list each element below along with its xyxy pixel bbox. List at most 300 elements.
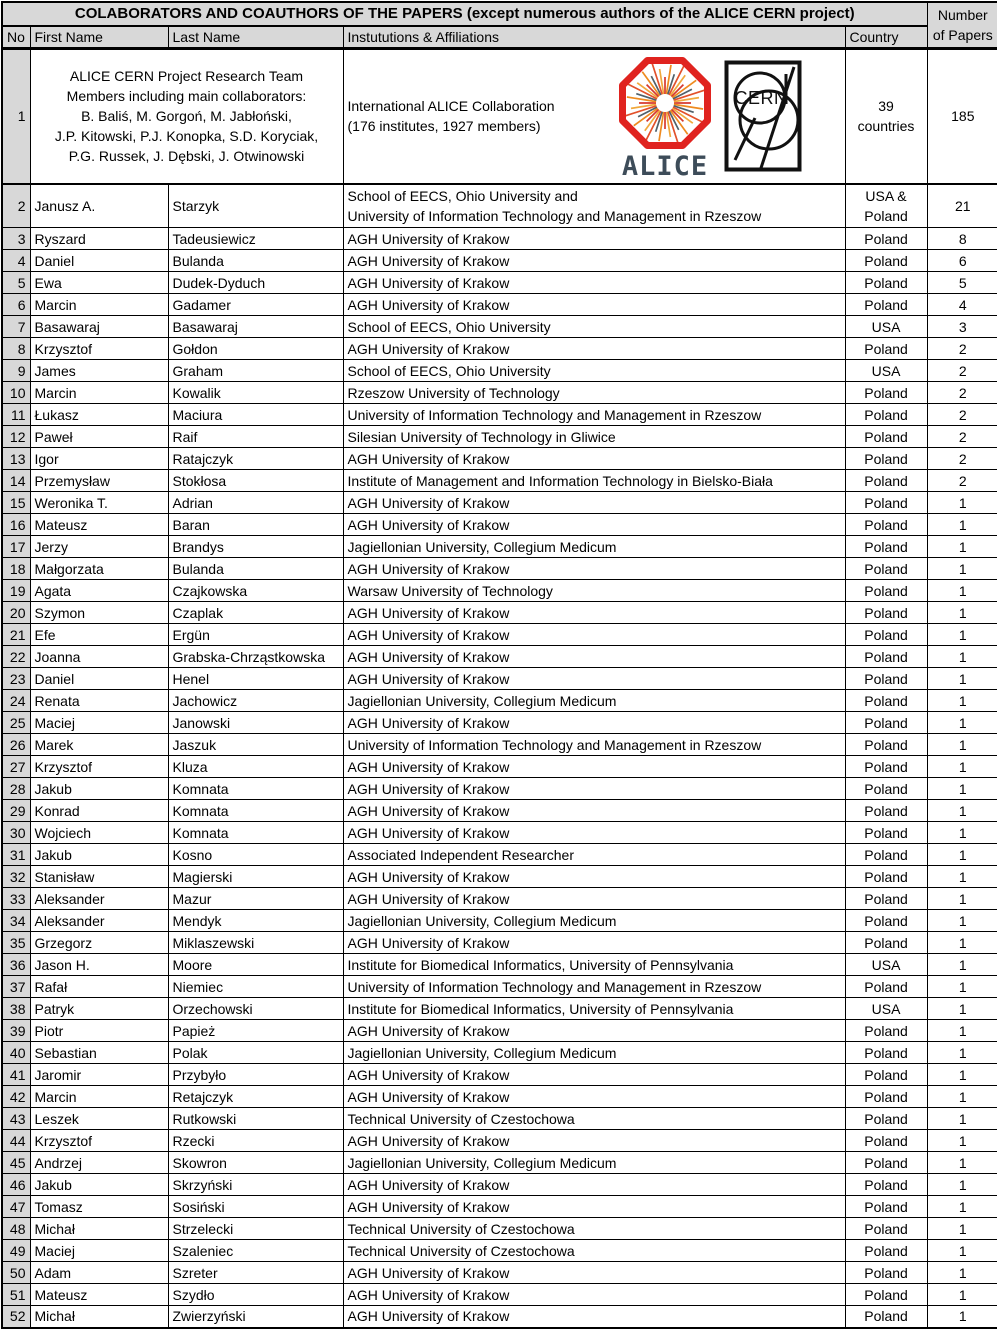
cell-no: 21 bbox=[2, 624, 30, 646]
cell-last-name: Bulanda bbox=[168, 558, 343, 580]
alice-logo-label: ALICE bbox=[621, 151, 708, 180]
cell-papers: 1 bbox=[927, 690, 997, 712]
cell-papers: 2 bbox=[927, 404, 997, 426]
cell-country: Poland bbox=[845, 646, 927, 668]
cell-country: Poland bbox=[845, 338, 927, 360]
cell-country: Poland bbox=[845, 624, 927, 646]
cell-last-name: Zwierzyński bbox=[168, 1306, 343, 1328]
table-row bbox=[2, 712, 997, 734]
cell-country: Poland bbox=[845, 932, 927, 954]
table-row bbox=[2, 228, 997, 250]
cell-affiliation: AGH University of Krakow bbox=[343, 778, 845, 800]
cell-last-name: Jaszuk bbox=[168, 734, 343, 756]
cell-first-name: Jakub bbox=[30, 778, 168, 800]
cell-no: 11 bbox=[2, 404, 30, 426]
table-row bbox=[2, 184, 997, 228]
cell-last-name: Mazur bbox=[168, 888, 343, 910]
cell-first-name: Krzysztof bbox=[30, 756, 168, 778]
table-row bbox=[2, 294, 997, 316]
cell-country: Poland bbox=[845, 294, 927, 316]
cell-papers: 1 bbox=[927, 1284, 997, 1306]
table-row bbox=[2, 998, 997, 1020]
table-row bbox=[2, 1152, 997, 1174]
cell-country: Poland bbox=[845, 844, 927, 866]
cell-first-name: Leszek bbox=[30, 1108, 168, 1130]
cell-first-name: Marek bbox=[30, 734, 168, 756]
cell-papers: 2 bbox=[927, 426, 997, 448]
cell-papers: 1 bbox=[927, 976, 997, 998]
table-row bbox=[2, 338, 997, 360]
cell-first-name: Paweł bbox=[30, 426, 168, 448]
cell-last-name: Adrian bbox=[168, 492, 343, 514]
cell-country: Poland bbox=[845, 712, 927, 734]
cell-affiliation: AGH University of Krakow bbox=[343, 514, 845, 536]
cell-first-name: Aleksander bbox=[30, 888, 168, 910]
cell-papers: 1 bbox=[927, 1108, 997, 1130]
table-row bbox=[2, 316, 997, 338]
cell-affiliation: Jagiellonian University, Collegium Medicum bbox=[343, 536, 845, 558]
cell-affiliation: AGH University of Krakow bbox=[343, 1196, 845, 1218]
cell-country: Poland bbox=[845, 1284, 927, 1306]
papers-header-line2: of Papers bbox=[932, 27, 993, 43]
cell-first-name: Andrzej bbox=[30, 1152, 168, 1174]
cell-country: Poland bbox=[845, 382, 927, 404]
cell-affiliation: Institute for Biomedical Informatics, University of Pennsylvania bbox=[343, 954, 845, 976]
cell-last-name: Czaplak bbox=[168, 602, 343, 624]
table-row bbox=[2, 690, 997, 712]
cell-country: Poland bbox=[845, 514, 927, 536]
cell-country: Poland bbox=[845, 1020, 927, 1042]
cell-last-name: Mendyk bbox=[168, 910, 343, 932]
cell-no: 13 bbox=[2, 448, 30, 470]
cell-no: 15 bbox=[2, 492, 30, 514]
cell-no: 1 bbox=[2, 49, 30, 184]
title-row bbox=[2, 2, 997, 26]
cell-affiliation: AGH University of Krakow bbox=[343, 1306, 845, 1328]
cell-country: Poland bbox=[845, 690, 927, 712]
cell-affiliation: AGH University of Krakow bbox=[343, 250, 845, 272]
cell-papers: 1 bbox=[927, 778, 997, 800]
table-row bbox=[2, 1108, 997, 1130]
cell-no: 38 bbox=[2, 998, 30, 1020]
table-row bbox=[2, 580, 997, 602]
cell-country: Poland bbox=[845, 822, 927, 844]
table-row bbox=[2, 514, 997, 536]
cell-last-name: Jachowicz bbox=[168, 690, 343, 712]
cell-first-name: Agata bbox=[30, 580, 168, 602]
table-row bbox=[2, 932, 997, 954]
cell-first-name: Krzysztof bbox=[30, 1130, 168, 1152]
cell-affiliation: AGH University of Krakow bbox=[343, 932, 845, 954]
cell-affiliation: AGH University of Krakow bbox=[343, 558, 845, 580]
cell-papers: 1 bbox=[927, 514, 997, 536]
cell-affiliation: AGH University of Krakow bbox=[343, 1174, 845, 1196]
cell-first-name: Basawaraj bbox=[30, 316, 168, 338]
cell-country: Poland bbox=[845, 558, 927, 580]
cell-no: 10 bbox=[2, 382, 30, 404]
cell-papers: 1 bbox=[927, 580, 997, 602]
table-row bbox=[2, 976, 997, 998]
cell-papers: 1 bbox=[927, 1262, 997, 1284]
cell-country: USA bbox=[845, 360, 927, 382]
cell-affiliation bbox=[343, 49, 845, 184]
column-header-first-name: First Name bbox=[30, 26, 168, 49]
table-row bbox=[2, 1196, 997, 1218]
cell-affiliation: University of Information Technology and Management in Rzeszow bbox=[343, 404, 845, 426]
table-row bbox=[2, 1086, 997, 1108]
cell-affiliation: AGH University of Krakow bbox=[343, 1284, 845, 1306]
cell-affiliation: AGH University of Krakow bbox=[343, 1086, 845, 1108]
cell-first-name: Przemysław bbox=[30, 470, 168, 492]
cell-no: 28 bbox=[2, 778, 30, 800]
cell-country: Poland bbox=[845, 228, 927, 250]
cell-last-name: Sosiński bbox=[168, 1196, 343, 1218]
cell-first-name: Maciej bbox=[30, 712, 168, 734]
cell-first-name: Joanna bbox=[30, 646, 168, 668]
cell-last-name: Grabska-Chrząstkowska bbox=[168, 646, 343, 668]
cern-logo-label: CERN bbox=[733, 88, 788, 109]
cell-first-name: Efe bbox=[30, 624, 168, 646]
cell-last-name: Bulanda bbox=[168, 250, 343, 272]
cell-papers: 2 bbox=[927, 448, 997, 470]
cell-country: Poland bbox=[845, 1262, 927, 1284]
table-row bbox=[2, 910, 997, 932]
cell-no: 52 bbox=[2, 1306, 30, 1328]
table-row bbox=[2, 1240, 997, 1262]
cell-last-name: Skowron bbox=[168, 1152, 343, 1174]
cell-last-name: Skrzyński bbox=[168, 1174, 343, 1196]
cell-no: 31 bbox=[2, 844, 30, 866]
cell-no: 29 bbox=[2, 800, 30, 822]
cell-country: Poland bbox=[845, 470, 927, 492]
cell-no: 50 bbox=[2, 1262, 30, 1284]
cell-no: 39 bbox=[2, 1020, 30, 1042]
cell-papers: 185 bbox=[927, 49, 997, 184]
cell-last-name: Basawaraj bbox=[168, 316, 343, 338]
cell-country: Poland bbox=[845, 272, 927, 294]
cell-papers: 2 bbox=[927, 382, 997, 404]
cell-first-name: Marcin bbox=[30, 1086, 168, 1108]
table-row bbox=[2, 866, 997, 888]
cell-country: Poland bbox=[845, 668, 927, 690]
cell-last-name: Rutkowski bbox=[168, 1108, 343, 1130]
cell-last-name: Komnata bbox=[168, 778, 343, 800]
cell-country: USA & Poland bbox=[845, 184, 927, 228]
cell-country: Poland bbox=[845, 1174, 927, 1196]
cell-affiliation: AGH University of Krakow bbox=[343, 668, 845, 690]
cell-first-name: Marcin bbox=[30, 294, 168, 316]
cell-affiliation: AGH University of Krakow bbox=[343, 624, 845, 646]
cell-first-name: Małgorzata bbox=[30, 558, 168, 580]
team-line: Members including main collaborators: bbox=[66, 88, 307, 105]
table-row bbox=[2, 250, 997, 272]
cell-first-name: Igor bbox=[30, 448, 168, 470]
table-row bbox=[2, 822, 997, 844]
cell-no: 14 bbox=[2, 470, 30, 492]
table-row bbox=[2, 844, 997, 866]
cell-first-name: Patryk bbox=[30, 998, 168, 1020]
cell-affiliation: AGH University of Krakow bbox=[343, 646, 845, 668]
cell-affiliation: University of Information Technology and Management in Rzeszow bbox=[343, 976, 845, 998]
cell-papers: 1 bbox=[927, 1306, 997, 1328]
cell-no: 32 bbox=[2, 866, 30, 888]
cell-papers: 2 bbox=[927, 470, 997, 492]
cell-first-name: Sebastian bbox=[30, 1042, 168, 1064]
cell-first-name: Wojciech bbox=[30, 822, 168, 844]
cell-last-name: Ergün bbox=[168, 624, 343, 646]
table-row bbox=[2, 668, 997, 690]
cell-papers: 1 bbox=[927, 624, 997, 646]
team-line: P.G. Russek, J. Dębski, J. Otwinowski bbox=[68, 148, 305, 165]
cell-last-name: Szreter bbox=[168, 1262, 343, 1284]
cell-no: 43 bbox=[2, 1108, 30, 1130]
table-row-alice-team bbox=[2, 49, 997, 184]
cell-country: Poland bbox=[845, 1240, 927, 1262]
cell-papers: 1 bbox=[927, 734, 997, 756]
cell-papers: 1 bbox=[927, 1218, 997, 1240]
coauthors-table bbox=[1, 1, 997, 1329]
cell-country: Poland bbox=[845, 976, 927, 998]
table-row bbox=[2, 954, 997, 976]
cell-papers: 5 bbox=[927, 272, 997, 294]
cell-first-name: Ewa bbox=[30, 272, 168, 294]
table-row bbox=[2, 1306, 997, 1328]
table-row bbox=[2, 624, 997, 646]
cell-no: 9 bbox=[2, 360, 30, 382]
cell-no: 19 bbox=[2, 580, 30, 602]
cell-papers: 1 bbox=[927, 1174, 997, 1196]
cell-affiliation: AGH University of Krakow bbox=[343, 888, 845, 910]
table-row bbox=[2, 1130, 997, 1152]
cell-affiliation: Rzeszow University of Technology bbox=[343, 382, 845, 404]
table-row bbox=[2, 800, 997, 822]
cell-last-name: Janowski bbox=[168, 712, 343, 734]
cell-papers: 1 bbox=[927, 932, 997, 954]
cell-affiliation: Jagiellonian University, Collegium Medicum bbox=[343, 690, 845, 712]
cell-no: 4 bbox=[2, 250, 30, 272]
cell-country: Poland bbox=[845, 800, 927, 822]
cell-last-name: Kluza bbox=[168, 756, 343, 778]
cell-affiliation: AGH University of Krakow bbox=[343, 822, 845, 844]
team-line: J.P. Kitowski, P.J. Konopka, S.D. Koryciak, bbox=[54, 128, 319, 145]
table-row bbox=[2, 1284, 997, 1306]
cell-affiliation: Silesian University of Technology in Gliwice bbox=[343, 426, 845, 448]
cell-last-name: Moore bbox=[168, 954, 343, 976]
cern-logo-icon bbox=[724, 60, 802, 172]
cell-country: USA bbox=[845, 954, 927, 976]
cell-first-name: Daniel bbox=[30, 668, 168, 690]
cell-papers: 1 bbox=[927, 1130, 997, 1152]
cell-papers: 1 bbox=[927, 756, 997, 778]
cell-last-name: Miklaszewski bbox=[168, 932, 343, 954]
team-line: B. Baliś, M. Gorgoń, M. Jabłoński, bbox=[81, 108, 292, 125]
cell-country: Poland bbox=[845, 1108, 927, 1130]
column-header-row bbox=[2, 26, 997, 49]
cell-first-name: Piotr bbox=[30, 1020, 168, 1042]
cell-last-name: Starzyk bbox=[168, 184, 343, 228]
cell-first-name: Marcin bbox=[30, 382, 168, 404]
cell-country: Poland bbox=[845, 426, 927, 448]
cell-country: USA bbox=[845, 998, 927, 1020]
cell-affiliation: Warsaw University of Technology bbox=[343, 580, 845, 602]
cell-papers: 6 bbox=[927, 250, 997, 272]
cell-last-name: Rzecki bbox=[168, 1130, 343, 1152]
cell-affiliation: AGH University of Krakow bbox=[343, 712, 845, 734]
table-row bbox=[2, 382, 997, 404]
cell-first-name: Ryszard bbox=[30, 228, 168, 250]
cell-first-name: Jerzy bbox=[30, 536, 168, 558]
cell-last-name: Strzelecki bbox=[168, 1218, 343, 1240]
cell-country: Poland bbox=[845, 1042, 927, 1064]
cell-no: 6 bbox=[2, 294, 30, 316]
cell-last-name: Tadeusiewicz bbox=[168, 228, 343, 250]
cell-first-name: Jakub bbox=[30, 844, 168, 866]
cell-no: 18 bbox=[2, 558, 30, 580]
cell-affiliation: AGH University of Krakow bbox=[343, 1262, 845, 1284]
cell-last-name: Szydło bbox=[168, 1284, 343, 1306]
cell-first-name: Łukasz bbox=[30, 404, 168, 426]
cell-no: 40 bbox=[2, 1042, 30, 1064]
cell-affiliation: Jagiellonian University, Collegium Medicum bbox=[343, 1042, 845, 1064]
cell-no: 24 bbox=[2, 690, 30, 712]
cell-affiliation: AGH University of Krakow bbox=[343, 1130, 845, 1152]
cell-last-name: Magierski bbox=[168, 866, 343, 888]
cell-affiliation: AGH University of Krakow bbox=[343, 272, 845, 294]
cell-first-name: Grzegorz bbox=[30, 932, 168, 954]
cell-affiliation: AGH University of Krakow bbox=[343, 448, 845, 470]
cell-no: 16 bbox=[2, 514, 30, 536]
cell-country: Poland bbox=[845, 1064, 927, 1086]
team-line: ALICE CERN Project Research Team bbox=[69, 68, 304, 85]
cell-affiliation: Technical University of Czestochowa bbox=[343, 1108, 845, 1130]
cell-affiliation: AGH University of Krakow bbox=[343, 492, 845, 514]
cell-country: Poland bbox=[845, 1196, 927, 1218]
cell-no: 17 bbox=[2, 536, 30, 558]
cell-first-name: Rafał bbox=[30, 976, 168, 998]
cell-first-name: Mateusz bbox=[30, 1284, 168, 1306]
cell-first-name: Tomasz bbox=[30, 1196, 168, 1218]
cell-country: Poland bbox=[845, 448, 927, 470]
table-row bbox=[2, 448, 997, 470]
cell-no: 34 bbox=[2, 910, 30, 932]
cell-last-name: Baran bbox=[168, 514, 343, 536]
cell-affiliation: Institute for Biomedical Informatics, University of Pennsylvania bbox=[343, 998, 845, 1020]
cell-last-name: Graham bbox=[168, 360, 343, 382]
table-body bbox=[2, 49, 997, 1328]
cell-country: Poland bbox=[845, 1086, 927, 1108]
cell-affiliation: School of EECS, Ohio University and University of Information Technology and Management in Rzeszow bbox=[343, 184, 845, 228]
cell-last-name: Komnata bbox=[168, 800, 343, 822]
cell-affiliation: Jagiellonian University, Collegium Medicum bbox=[343, 910, 845, 932]
cell-affiliation: School of EECS, Ohio University bbox=[343, 360, 845, 382]
cell-affiliation: AGH University of Krakow bbox=[343, 756, 845, 778]
cell-no: 42 bbox=[2, 1086, 30, 1108]
cell-no: 44 bbox=[2, 1130, 30, 1152]
cell-last-name: Polak bbox=[168, 1042, 343, 1064]
cell-first-name: Maciej bbox=[30, 1240, 168, 1262]
cell-papers: 1 bbox=[927, 866, 997, 888]
cell-last-name: Przybyło bbox=[168, 1064, 343, 1086]
cell-last-name: Czajkowska bbox=[168, 580, 343, 602]
cell-no: 33 bbox=[2, 888, 30, 910]
cell-first-name: Konrad bbox=[30, 800, 168, 822]
cell-affiliation: Jagiellonian University, Collegium Medicum bbox=[343, 1152, 845, 1174]
alice-logo-icon bbox=[612, 53, 718, 179]
cell-papers: 1 bbox=[927, 1064, 997, 1086]
cell-papers: 1 bbox=[927, 558, 997, 580]
cell-papers: 1 bbox=[927, 998, 997, 1020]
cell-last-name: Papież bbox=[168, 1020, 343, 1042]
cell-last-name: Gołdon bbox=[168, 338, 343, 360]
cell-no: 26 bbox=[2, 734, 30, 756]
cell-no: 30 bbox=[2, 822, 30, 844]
column-header-last-name: Last Name bbox=[168, 26, 343, 49]
column-header-country: Country bbox=[845, 26, 927, 49]
cell-no: 36 bbox=[2, 954, 30, 976]
cell-papers: 1 bbox=[927, 646, 997, 668]
cell-papers: 1 bbox=[927, 954, 997, 976]
cell-affiliation: University of Information Technology and Management in Rzeszow bbox=[343, 734, 845, 756]
cell-no: 8 bbox=[2, 338, 30, 360]
table-row bbox=[2, 536, 997, 558]
table-row bbox=[2, 492, 997, 514]
cell-papers: 8 bbox=[927, 228, 997, 250]
cell-papers: 1 bbox=[927, 910, 997, 932]
cell-team-description bbox=[30, 49, 343, 184]
cell-no: 27 bbox=[2, 756, 30, 778]
cell-papers: 1 bbox=[927, 1240, 997, 1262]
cell-affiliation: AGH University of Krakow bbox=[343, 1020, 845, 1042]
table-row bbox=[2, 602, 997, 624]
table-row bbox=[2, 778, 997, 800]
cell-country: Poland bbox=[845, 756, 927, 778]
cell-country: Poland bbox=[845, 1130, 927, 1152]
cell-no: 20 bbox=[2, 602, 30, 624]
cell-no: 2 bbox=[2, 184, 30, 228]
cell-first-name: Renata bbox=[30, 690, 168, 712]
cell-last-name: Raif bbox=[168, 426, 343, 448]
cell-first-name: Weronika T. bbox=[30, 492, 168, 514]
cell-no: 35 bbox=[2, 932, 30, 954]
table-row bbox=[2, 1020, 997, 1042]
column-header-affiliations: Instututions & Affiliations bbox=[343, 26, 845, 49]
cell-last-name: Ratajczyk bbox=[168, 448, 343, 470]
papers-header-line1: Number bbox=[937, 7, 988, 23]
cell-papers: 1 bbox=[927, 536, 997, 558]
cell-last-name: Stokłosa bbox=[168, 470, 343, 492]
cell-last-name: Retajczyk bbox=[168, 1086, 343, 1108]
cell-first-name: Jason H. bbox=[30, 954, 168, 976]
cell-first-name: Mateusz bbox=[30, 514, 168, 536]
cell-no: 41 bbox=[2, 1064, 30, 1086]
cell-papers: 1 bbox=[927, 1152, 997, 1174]
cell-affiliation: AGH University of Krakow bbox=[343, 602, 845, 624]
table-row bbox=[2, 426, 997, 448]
cell-no: 47 bbox=[2, 1196, 30, 1218]
cell-first-name: Jakub bbox=[30, 1174, 168, 1196]
cell-papers: 21 bbox=[927, 184, 997, 228]
cell-country: Poland bbox=[845, 404, 927, 426]
cell-papers: 1 bbox=[927, 1042, 997, 1064]
table-row bbox=[2, 1064, 997, 1086]
cell-papers: 1 bbox=[927, 712, 997, 734]
cell-country: Poland bbox=[845, 1306, 927, 1328]
cell-first-name: Aleksander bbox=[30, 910, 168, 932]
cell-papers: 1 bbox=[927, 492, 997, 514]
cell-country: Poland bbox=[845, 910, 927, 932]
cell-first-name: Stanisław bbox=[30, 866, 168, 888]
cell-first-name: Krzysztof bbox=[30, 338, 168, 360]
